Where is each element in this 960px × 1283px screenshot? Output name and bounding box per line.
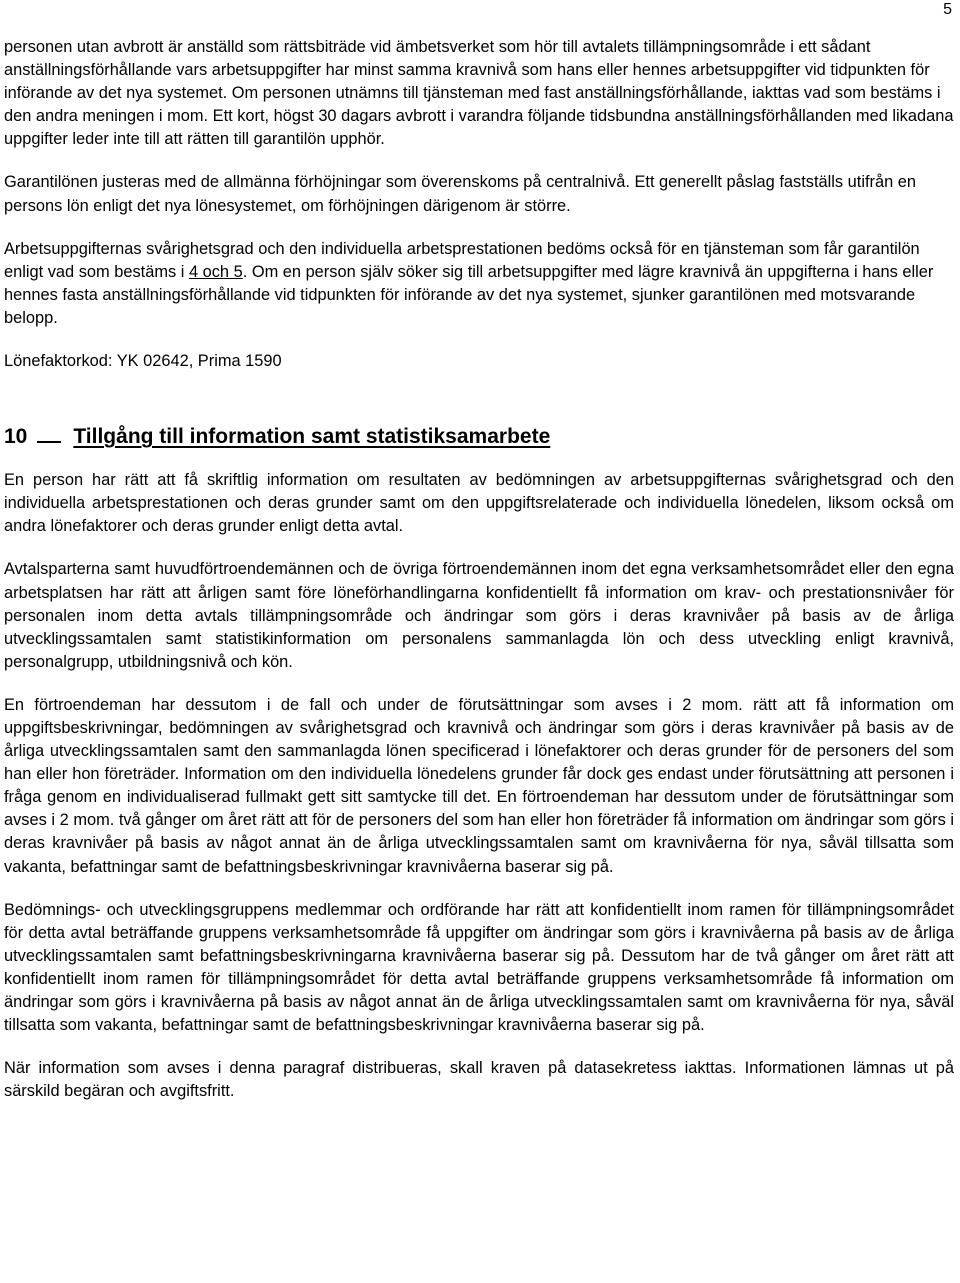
section-heading	[4, 423, 954, 451]
page-number: 5	[943, 1, 952, 18]
paragraph-data-confidentiality: När information som avses i denna paragraf distribueras, skall kraven på datasekretess iakttas. Informationen lämnas ut på särskild begäran och avgiftsfritt.	[4, 1059, 954, 1101]
section-number: 10	[4, 425, 28, 449]
paragraph-salary-factor-code: Lönefaktorkod: YK 02642, Prima 1590	[4, 352, 282, 371]
paragraph-assessment-group-information: Bedömnings- och utvecklingsgruppens medlemmar och ordförande har rätt att konfidentiellt inom ramen för tillämpningsområdet för detta avtal beträffande gruppens verksamhetsområde få uppgifter om ändringar som görs i kravnivåerna på basis av de årliga utvecklingssamtalen samt befattningsbeskrivningarna kravnivåerna baserar sig på. Dessutom har de två gånger om året rätt att konfidentiellt inom ramen för tillämpningsområdet för detta avtal beträffande gruppens verksamhetsområde få information om ändringar som görs i kravnivåerna på basis av något annat än de årliga utvecklingssamtalen samt om kravnivåerna för nya, såväl tillsatta som vakanta, befattningar samt de befattningsbeskrivningar kravnivåerna baserar sig på.	[4, 900, 954, 1035]
paragraph-guarantee-salary-continuity: personen utan avbrott är anställd som rättsbiträde vid ämbetsverket som hör till avtalets tillämpningsområde i ett sådant anställningsförhållande vars arbetsuppgifter har minst samma kravnivå som hans eller hennes arbetsuppgifter vid tidpunkten för införande av det nya systemet. Om personen utnämns till tjänsteman med fast anställningsförhållande, iakttas vad som bestäms i den andra meningen i mom. Ett kort, högst 30 dagars avbrott i varandra följande tidsbundna anställningsförhållanden med likadana uppgifter leder inte till att rätten till garantilön upphör.	[4, 38, 954, 149]
paragraph-text-before-ref: Arbetsuppgifternas svårighetsgrad och den individuella arbetsprestationen bedöms också för en tjänsteman som får garantilön enligt vad som bestäms i	[4, 239, 920, 281]
moment-reference-link[interactable]: 4 och 5	[188, 262, 243, 281]
paragraph-text-after-ref: . Om en person själv söker sig till arbetsuppgifter med lägre kravnivå än uppgifterna i hans eller hennes fasta anställningsförhållande vid tidpunkten för införande av det nya systemet, sjunker garantilönen med motsvarande belopp.	[4, 262, 934, 327]
paragraph-right-to-information: En person har rätt att få skriftlig information om resultaten av bedömningen av arbetsuppgifternas svårighetsgrad och den individuella arbetsprestationen och deras grunder samt om den uppgiftsrelaterade och individuella lönedelen, liksom också om andra lönefaktorer och deras grunder enligt detta avtal.	[4, 471, 954, 536]
section-title: Tillgång till information samt statistiksamarbete	[73, 425, 551, 449]
paragraph-guarantee-salary-adjustment: Garantilönen justeras med de allmänna förhöjningar som överenskoms på centralnivå. Ett generellt påslag fastställs utifrån en persons lön enligt det nya lönesystemet, om förhöjningen därigenom är större.	[4, 173, 916, 215]
paragraph-shop-steward-information: En förtroendeman har dessutom i de fall och under de förutsättningar som avses i 2 mom. rätt att få information om uppgiftsbeskrivningar, bedömningen av svårighetsgrad och kravnivå och ändringar som görs i deras kravnivåer på basis av de årliga utvecklingssamtalen samt den sammanlagda lönen specificerad i lönefaktorer och deras grunder för de personers del som han eller hon företräder. Information om den individuella lönedelens grunder får dock ges endast under förutsättning att personen i fråga genom en individualiserad fullmakt gett sitt samtycke till det. En förtroendeman har dessutom under de förutsättningar som avses i 2 mom. två gånger om året rätt att för de personers del som han eller hon företräder få information om ändringar som görs i deras kravnivåer på basis av något annat än de årliga utvecklingssamtalen samt om kravnivåerna för nya, såväl tillsatta som vakanta, befattningar samt de befattningsbeskrivningar kravnivåerna baserar sig på.	[4, 695, 954, 876]
paragraph-contract-parties-information: Avtalsparterna samt huvudförtroendemännen och de övriga förtroendemännen inom det egna verksamhetsområdet eller den egna arbetsplatsen har rätt att årligen samt före löneförhandlingarna konfidentiellt få information om krav- och prestationsnivåer för personalen inom detta avtals tillämpningsområde och ändringar som görs i deras kravnivåer på basis av de årliga utvecklingssamtalen samt statistikinformation om personalens sammanlagda lön och dess utveckling enligt kravnivå, personalgrupp, utbildningsnivå och kön.	[4, 560, 954, 671]
heading-tab-underline	[37, 423, 61, 443]
paragraph-job-difficulty-assessment	[4, 238, 954, 330]
